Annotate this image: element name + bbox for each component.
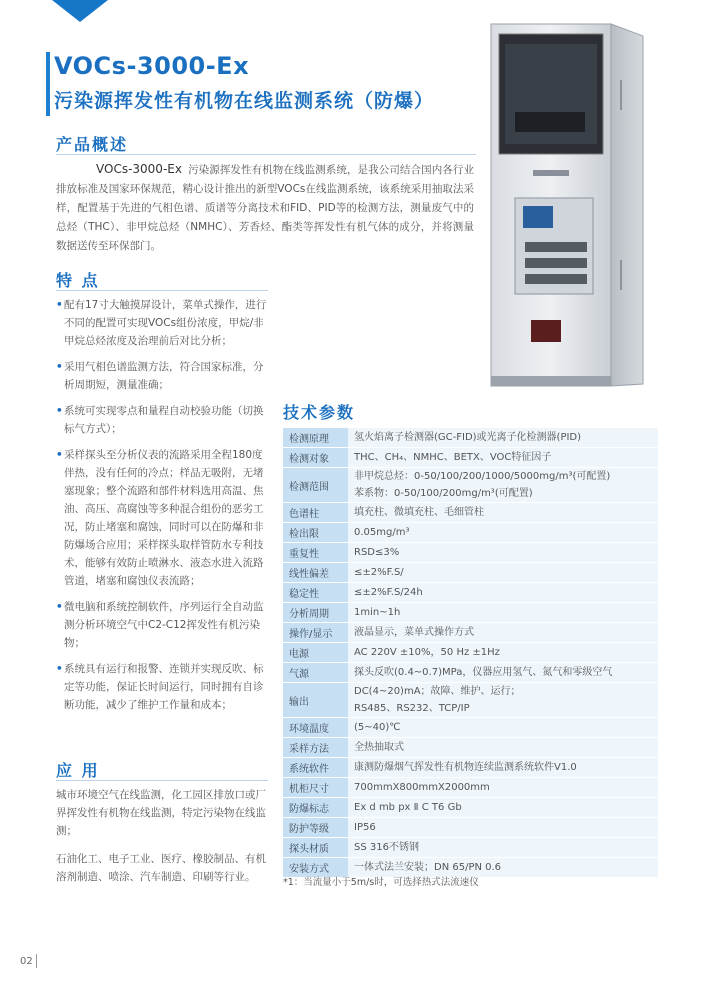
spec-row <box>283 428 658 448</box>
spec-value-line: 一体式法兰安装；DN 65/PN 0.6 <box>354 862 502 873</box>
spec-value <box>348 468 658 503</box>
spec-row <box>283 663 658 683</box>
spec-key: 机柜尺寸 <box>283 778 348 798</box>
spec-value <box>348 543 658 563</box>
spec-key: 重复性 <box>283 543 348 563</box>
application-paragraph: 石油化工、电子工业、医疗、橡胶制品、有机溶剂制造、喷涂、汽车制造、印刷等行业。 <box>56 853 266 883</box>
spec-value <box>348 503 658 523</box>
spec-row <box>283 718 658 738</box>
bullet-icon: • <box>56 449 63 461</box>
cabinet-product-image <box>489 20 647 392</box>
spec-key: 气源 <box>283 663 348 683</box>
spec-value <box>348 798 658 818</box>
spec-value-line: 液晶显示，菜单式操作方式 <box>354 627 474 638</box>
application-text <box>56 786 268 896</box>
spec-key: 检测原理 <box>283 428 348 448</box>
spec-value-line: 全热抽取式 <box>354 742 404 753</box>
spec-key: 系统软件 <box>283 758 348 778</box>
bullet-icon: • <box>56 663 63 675</box>
spec-key: 检出限 <box>283 523 348 543</box>
specs-footnote: *1：当流量小于5m/s时，可选择热式法流速仪 <box>283 877 479 888</box>
spec-value-line: IP56 <box>354 822 376 833</box>
spec-value-line: 1min~1h <box>354 607 401 618</box>
spec-value <box>348 718 658 738</box>
spec-value <box>348 683 658 718</box>
feature-item: • 配有17寸大触摸屏设计，菜单式操作，进行不同的配置可实现VOCs组份浓度，甲烷/非甲烷总烃浓度及治理前后对比分析； <box>56 296 268 350</box>
spec-key: 操作/显示 <box>283 623 348 643</box>
bullet-icon: • <box>56 405 63 417</box>
page-number-divider <box>36 954 37 968</box>
bullet-icon: • <box>56 601 63 613</box>
spec-row <box>283 738 658 758</box>
spec-key: 防护等级 <box>283 818 348 838</box>
spec-row <box>283 818 658 838</box>
spec-value-line: 探头反吹(0.4~0.7)MPa，仪器应用氢气、氮气和零级空气 <box>354 667 613 678</box>
spec-value <box>348 428 658 448</box>
spec-value-line: 苯系物：0-50/100/200mg/m³(可配置) <box>354 488 533 499</box>
spec-value-line: 0.05mg/m³ <box>354 527 410 538</box>
spec-row <box>283 838 658 858</box>
spec-key: 安装方式 <box>283 858 348 878</box>
spec-row <box>283 758 658 778</box>
overview-heading: 产品概述 <box>56 135 129 154</box>
spec-value <box>348 778 658 798</box>
spec-row <box>283 683 658 718</box>
feature-item: • 系统可实现零点和量程自动校验功能（切换标气方式）； <box>56 402 268 438</box>
overview-lead-model: VOCs-3000-Ex <box>96 162 182 176</box>
spec-value <box>348 523 658 543</box>
spec-row <box>283 583 658 603</box>
corner-decoration <box>52 0 108 22</box>
features-divider <box>56 290 268 291</box>
specs-table <box>283 428 658 878</box>
spec-value <box>348 738 658 758</box>
spec-key: 稳定性 <box>283 583 348 603</box>
spec-value <box>348 838 658 858</box>
application-divider <box>56 780 268 781</box>
spec-row <box>283 468 658 503</box>
overview-paragraph <box>56 160 474 256</box>
spec-value-line: DC(4~20)mA；故障、维护、运行； <box>354 686 521 697</box>
page-number: 02 <box>20 956 33 967</box>
spec-value <box>348 643 658 663</box>
spec-value <box>348 758 658 778</box>
spec-key: 探头材质 <box>283 838 348 858</box>
spec-value <box>348 563 658 583</box>
feature-item: • 系统具有运行和报警、连锁并实现反吹、标定等功能，保证长时间运行，同时拥有自诊断功能，减少了维护工作量和成本； <box>56 660 268 714</box>
spec-key: 分析周期 <box>283 603 348 623</box>
feature-item: • 微电脑和系统控制软件，序列运行全自动监测分析环境空气中C2-C12挥发性有机污染物； <box>56 598 268 652</box>
spec-value-line: SS 316不锈钢 <box>354 842 419 853</box>
spec-key: 检测范围 <box>283 468 348 503</box>
spec-key: 线性偏差 <box>283 563 348 583</box>
spec-value <box>348 448 658 468</box>
spec-row <box>283 623 658 643</box>
overview-divider <box>56 154 476 155</box>
features-list <box>56 296 268 722</box>
spec-row <box>283 523 658 543</box>
spec-value-line: Ex d mb px Ⅱ C T6 Gb <box>354 802 462 813</box>
spec-value-line: 非甲烷总烃：0-50/100/200/1000/5000mg/m³(可配置) <box>354 471 611 482</box>
spec-value-line: (5~40)℃ <box>354 722 401 733</box>
spec-key: 检测对象 <box>283 448 348 468</box>
spec-row <box>283 798 658 818</box>
product-model-title: VOCs-3000-Ex <box>54 52 250 80</box>
spec-row <box>283 643 658 663</box>
bullet-icon: • <box>56 361 63 373</box>
spec-value-line: RS485、RS232、TCP/IP <box>354 703 470 714</box>
application-paragraph: 城市环境空气在线监测，化工园区排放口或厂界挥发性有机物在线监测，特定污染物在线监测； <box>56 789 266 837</box>
spec-key: 电源 <box>283 643 348 663</box>
features-heading: 特 点 <box>56 271 100 290</box>
spec-value-line: 氢火焰离子检测器(GC-FID)或光离子化检测器(PID) <box>354 432 582 443</box>
title-accent-bar <box>46 52 50 116</box>
spec-value-line: 700mmX800mmX2000mm <box>354 782 490 793</box>
spec-key: 防爆标志 <box>283 798 348 818</box>
feature-item: • 采用气相色谱监测方法，符合国家标准，分析周期短，测量准确； <box>56 358 268 394</box>
spec-row <box>283 778 658 798</box>
spec-value <box>348 818 658 838</box>
bullet-icon: • <box>56 299 63 311</box>
spec-key: 采样方法 <box>283 738 348 758</box>
specs-heading: 技术参数 <box>283 403 356 422</box>
spec-row <box>283 563 658 583</box>
spec-value-line: 填充柱、微填充柱、毛细管柱 <box>354 507 484 518</box>
spec-row <box>283 543 658 563</box>
spec-value-line: ≤±2%F.S/ <box>354 567 404 578</box>
spec-value <box>348 623 658 643</box>
spec-row <box>283 448 658 468</box>
spec-value-line: THC、CH₄、NMHC、BETX、VOC特征因子 <box>354 452 552 463</box>
spec-value-line: RSD≤3% <box>354 547 400 558</box>
spec-value <box>348 663 658 683</box>
spec-row <box>283 503 658 523</box>
spec-key: 输出 <box>283 683 348 718</box>
application-heading: 应 用 <box>56 761 100 780</box>
spec-key: 环境温度 <box>283 718 348 738</box>
spec-value-line: ≤±2%F.S/24h <box>354 587 423 598</box>
spec-row <box>283 603 658 623</box>
overview-text: 污染源挥发性有机物在线监测系统，是我公司结合国内各行业排放标准及国家环保规范，精心设计推出的新型VOCs在线监测系统，该系统采用抽取法采样，配置基于先进的气相色谱、质谱等分离技术和FID、PID等的检测方法，测量废气中的总烃（THC）、非甲烷总烃（NMHC）、芳香烃、酯类等挥发性有机气体的成分，并将测量数据送传至环保部门。 <box>56 164 474 252</box>
product-name-title: 污染源挥发性有机物在线监测系统（防爆） <box>54 90 435 112</box>
feature-item: • 采样探头至分析仪表的流路采用全程180度伴热，没有任何的冷点；样品无吸附，无堵塞现象；整个流路和部件材料选用高温、焦油、高压、高腐蚀等多种混合组份的恶劣工况，防止堵塞和腐蚀，同时可以在防爆和非防爆场合应用；采样探头取样管防水专利技术，能够有效防止喷淋水、液态水进入流路管道，堵塞和腐蚀仪表流路； <box>56 446 268 590</box>
spec-value <box>348 603 658 623</box>
spec-value <box>348 583 658 603</box>
spec-value-line: AC 220V ±10%，50 Hz ±1Hz <box>354 647 500 658</box>
spec-value-line: 康测防爆烟气挥发性有机物连续监测系统软件V1.0 <box>354 762 577 773</box>
spec-key: 色谱柱 <box>283 503 348 523</box>
